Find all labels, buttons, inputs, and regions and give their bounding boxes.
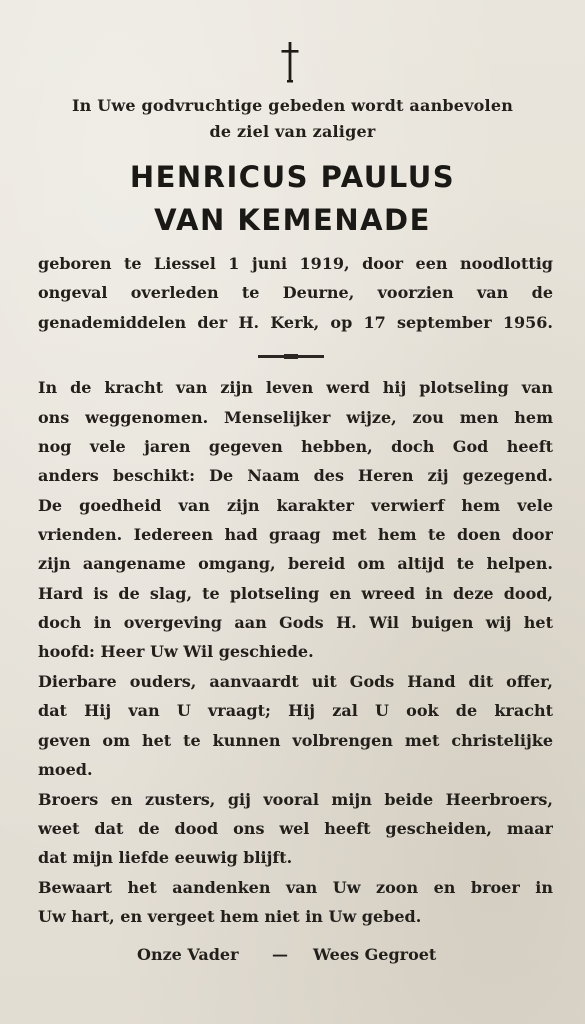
birth-death-line: ongeval overleden te Deurne, voorzien van de (38, 283, 553, 302)
birth-death-line: geboren te Liessel 1 juni 1919, door een noodlottig (38, 254, 553, 273)
body-line: dat Hij van U vraagt; Hij zal U ook de kracht (38, 701, 553, 720)
prayer-hail-mary: Wees Gegroet (313, 945, 437, 964)
body-line: geven om het te kunnen volbrengen met christelijke (38, 731, 553, 750)
body-line: doch in overgeving aan Gods H. Wil buigen wij het (38, 613, 553, 632)
intro-line-2: de ziel van zaliger (209, 122, 376, 141)
deceased-name-line-1: HENRICUS PAULUS (129, 160, 456, 194)
body-line: hoofd: Heer Uw Wil geschiede. (38, 642, 314, 661)
body-line: nog vele jaren gegeven hebben, doch God heeft (38, 437, 553, 456)
body-line: vrienden. Iedereen had graag met hem te doen door (38, 525, 553, 544)
body-line: Dierbare ouders, aanvaardt uit Gods Hand dit offer, (38, 672, 553, 691)
deceased-name-line-2: VAN KEMENADE (154, 203, 431, 237)
body-line: anders beschikt: De Naam des Heren zij gezegend. (38, 466, 553, 485)
divider-ornament (258, 355, 324, 358)
prayer-our-father: Onze Vader (137, 945, 239, 964)
body-line: Uw hart, en vergeet hem niet in Uw gebed. (38, 907, 422, 926)
prayer-separator-dash: — (272, 945, 288, 964)
intro-line-1: In Uwe godvruchtige gebeden wordt aanbevolen (71, 96, 514, 115)
closing-prayers (0, 945, 585, 967)
body-line: zijn aangename omgang, bereid om altijd te helpen. (38, 554, 553, 573)
body-line: Hard is de slag, te plotseling en wreed in deze dood, (38, 584, 553, 603)
body-line: In de kracht van zijn leven werd hij plotseling van (38, 378, 553, 397)
body-line: ons weggenomen. Menselijker wijze, zou men hem (38, 408, 553, 427)
body-line: dat mijn liefde eeuwig blijft. (38, 848, 293, 867)
body-line: Broers en zusters, gij vooral mijn beide Heerbroers, (38, 790, 553, 809)
body-line: Bewaart het aandenken van Uw zoon en broer in (38, 878, 553, 897)
birth-death-line: genademiddelen der H. Kerk, op 17 september 1956. (38, 313, 553, 332)
body-line: moed. (38, 760, 93, 779)
cross-icon (280, 40, 300, 84)
body-line: De goedheid van zijn karakter verwierf hem vele (38, 496, 553, 515)
body-line: weet dat de dood ons wel heeft gescheiden, maar (38, 819, 553, 838)
